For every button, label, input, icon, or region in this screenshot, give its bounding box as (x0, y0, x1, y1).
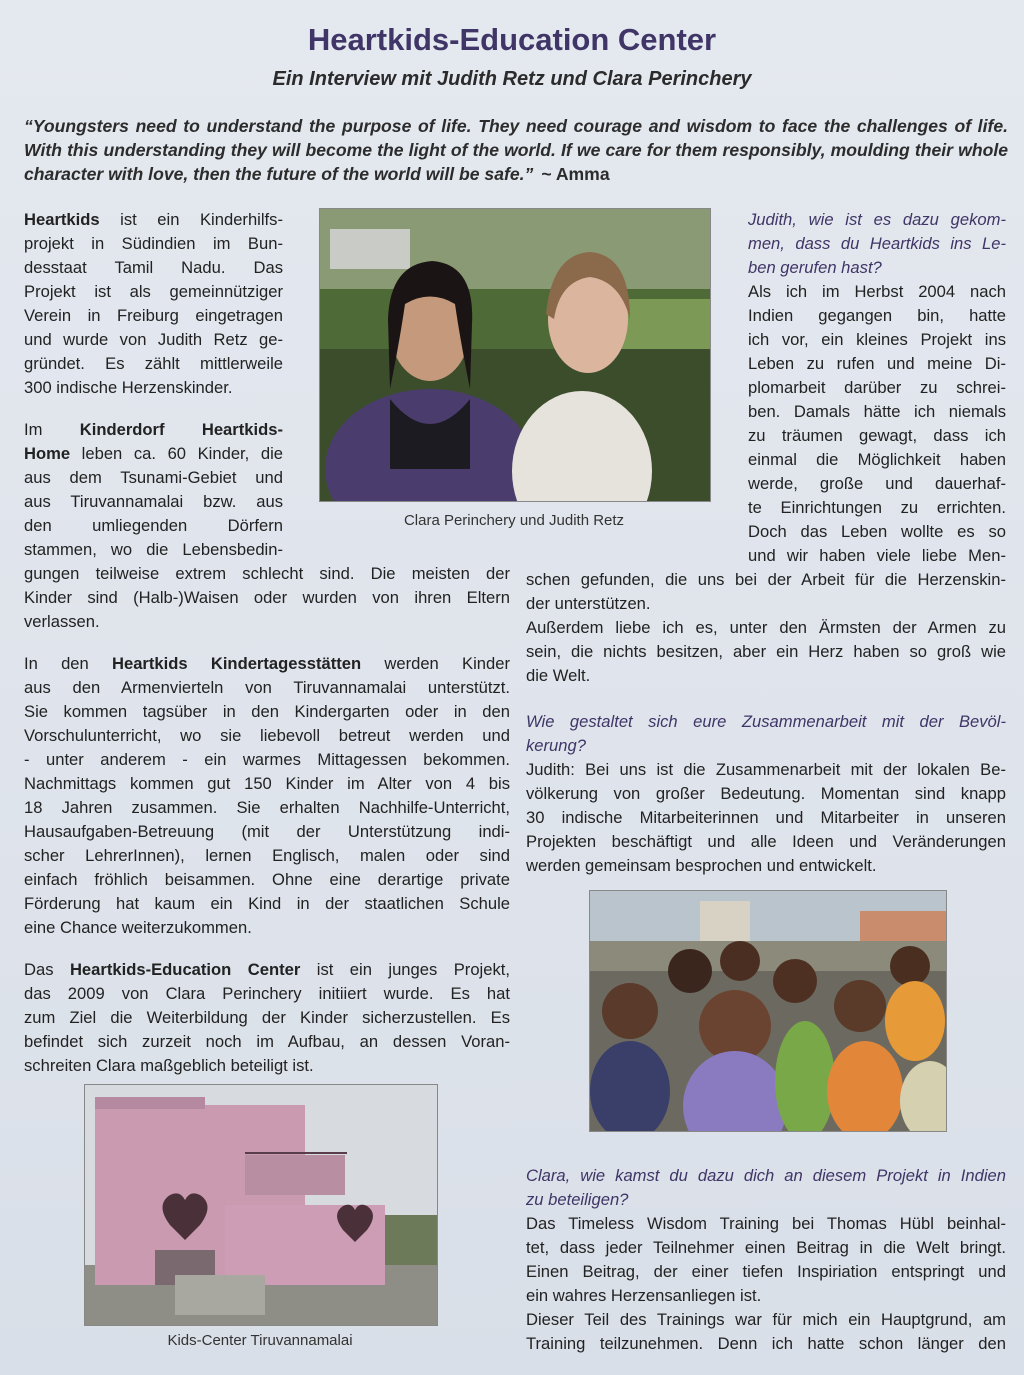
para3-line7: 18 Jahren zusammen. Sie erhalten Nachhilfe-Unterricht, (24, 798, 510, 817)
answer1-line12: und wir haben viele liebe Men- (748, 546, 1006, 565)
answer1-line8: einmal die Möglichkeit haben (748, 450, 1006, 469)
para3-line5: - unter anderem - ein warmes Mittagessen bekommen. (24, 750, 510, 769)
answer1-line15: Außerdem liebe ich es, unter den Ärmsten der Armen zu (526, 618, 1006, 637)
question2-line2: kerung? (526, 736, 586, 755)
para2-line6: stammen, wo die Lebensbedin- (24, 540, 283, 559)
photo-children (589, 890, 947, 1132)
para4-line4: befindet sich zurzeit noch im Aufbau, an dessen Voran- (24, 1032, 510, 1051)
para1-line7: gründet. Es zählt mittlerweile (24, 354, 283, 373)
answer1-line13: schen gefunden, die uns bei der Arbeit für die Herzenskin- (526, 570, 1006, 589)
para4-line3: zum Ziel die Weiterbildung der Kinder sicherzustellen. Es (24, 1008, 510, 1027)
answer3-line4: ein wahres Herzensanliegen ist. (526, 1286, 762, 1305)
question2-line1: Wie gestaltet sich eure Zusammenarbeit mit der Bevöl- (526, 712, 1006, 731)
para3-line11: Förderung hat kaum ein Kind in der staatlichen Schule (24, 894, 510, 913)
para1-line3: desstaat Tamil Nadu. Das (24, 258, 283, 277)
para2-line2: Home leben ca. 60 Kinder, die (24, 444, 283, 463)
page-subtitle: Ein Interview mit Judith Retz und Clara Perinchery (272, 68, 752, 90)
photo-clara-judith-image (320, 209, 710, 501)
answer1-line10: te Einrichtungen zu errichten. (748, 498, 1006, 517)
answer1-line3: ich vor, ein kleines Projekt ins (748, 330, 1006, 349)
answer1-line11: Doch das Leben wollte es so (748, 522, 1006, 541)
answer3-line2: tet, dass jeder Teilnehmer einen Beitrag in die Welt bringt. (526, 1238, 1006, 1257)
para3-line10: einfach fröhlich beisammen. Ohne eine derartige private (24, 870, 510, 889)
para1-line2: projekt in Südindien im Bun- (24, 234, 283, 253)
photo-kids-center (84, 1084, 438, 1326)
para1-line1: Heartkids ist ein Kinderhilfs- (24, 210, 283, 229)
answer1-line2: Indien gegangen bin, hatte (748, 306, 1006, 325)
para3-line8: Hausaufgaben-Betreuung (mit der Unterstützung indi- (24, 822, 510, 841)
answer1-line14: der unterstützen. (526, 594, 651, 613)
para3-line12: eine Chance weiterzukommen. (24, 918, 252, 937)
answer3-line3: Einen Beitrag, der einer tiefen Inspiriation entspringt und (526, 1262, 1006, 1281)
quote-text: “Youngsters need to understand the purpose of life. They need courage and wisdom to face the challenges of life. With this understanding they will become the light of the world. If we care for them responsibly, moulding their whole character with love, then the future of the world will be safe.” (24, 116, 1008, 184)
answer1-line16: sein, die nichts besitzen, aber ein Herz haben so groß wie (526, 642, 1006, 661)
answer3-line1: Das Timeless Wisdom Training bei Thomas Hübl beinhal- (526, 1214, 1006, 1233)
para4-line5: schreiten Clara maßgeblich beteiligt ist. (24, 1056, 314, 1075)
para3-line4: Vorschulunterricht, wo sie liebevoll betreut werden und (24, 726, 510, 745)
answer3-line6: Training teilzunehmen. Denn ich hatte schon länger den (526, 1334, 1006, 1353)
answer3-line5: Dieser Teil des Trainings war für mich ein Hauptgrund, am (526, 1310, 1006, 1329)
para2-line5: den umliegenden Dörfern (24, 516, 283, 535)
para1-line8: 300 indische Herzenskinder. (24, 378, 233, 397)
photo-caption-kids-center: Kids-Center Tiruvannamalai (167, 1332, 353, 1349)
page-title: Heartkids-Education Center (307, 22, 717, 57)
answer1-line6: ben. Damals hätte ich niemals (748, 402, 1006, 421)
answer1-line5: plomarbeit darüber zu schrei- (748, 378, 1006, 397)
para2-line4: aus Tiruvannamalai bzw. aus (24, 492, 283, 511)
question3-line1: Clara, wie kamst du dazu dich an diesem Projekt in Indien (526, 1166, 1006, 1185)
para3-line3: Sie kommen tagsüber in den Kindergarten oder in den (24, 702, 510, 721)
para2-line8: Kinder sind (Halb-)Waisen oder wurden von ihren Eltern (24, 588, 510, 607)
photo-clara-judith (319, 208, 711, 502)
photo-caption-clara-judith: Clara Perinchery und Judith Retz (403, 512, 625, 529)
answer2-line4: Projekten beschäftigt und alle Ideen und Veränderungen (526, 832, 1006, 851)
para2-line7: gungen teilweise extrem schlecht sind. Die meisten der (24, 564, 510, 583)
quote-author: ~ Amma (541, 164, 610, 184)
question1-line3: ben gerufen hast? (748, 258, 882, 277)
para1-line6: und wurde von Judith Retz ge- (24, 330, 283, 349)
answer1-line4: Leben zu rufen und meine Di- (748, 354, 1006, 373)
para1-line4: Projekt ist als gemeinnütziger (24, 282, 283, 301)
answer2-line1: Judith: Bei uns ist die Zusammenarbeit mit der lokalen Be- (526, 760, 1006, 779)
question3-line2: zu beteiligen? (526, 1190, 629, 1209)
para3-line1: In den Heartkids Kindertagesstätten werden Kinder (24, 654, 510, 673)
para1-line5: Verein in Freiburg eingetragen (24, 306, 283, 325)
answer2-line3: 30 indische Mitarbeiterinnen und Mitarbeiter in unseren (526, 808, 1006, 827)
answer1-line9: werde, große und dauerhaf- (748, 474, 1006, 493)
para3-line6: Nachmittags kommen gut 150 Kinder im Alter von 4 bis (24, 774, 510, 793)
photo-kids-center-image (85, 1085, 437, 1325)
para4-line2: das 2009 von Clara Perinchery initiiert wurde. Es hat (24, 984, 510, 1003)
amma-quote (24, 114, 1008, 186)
para3-line2: aus den Armenvierteln von Tiruvannamalai unterstützt. (24, 678, 510, 697)
para3-line9: scher LehrerInnen), lernen Englisch, malen oder sind (24, 846, 510, 865)
answer2-line5: werden gemeinsam besprochen und entwickelt. (526, 856, 877, 875)
answer1-line17: die Welt. (526, 666, 591, 685)
question1-line1: Judith, wie ist es dazu gekom- (748, 210, 1006, 229)
photo-children-image (590, 891, 946, 1131)
answer1-line1: Als ich im Herbst 2004 nach (748, 282, 1006, 301)
answer1-line7: zu träumen gewagt, dass ich (748, 426, 1006, 445)
question1-line2: men, dass du Heartkids ins Le- (748, 234, 1006, 253)
para2-line3: aus dem Tsunami-Gebiet und (24, 468, 283, 487)
para2-line9: verlassen. (24, 612, 100, 631)
para2-line1: Im Kinderdorf Heartkids- (24, 420, 283, 439)
answer2-line2: völkerung von großer Bedeutung. Momentan sind knapp (526, 784, 1006, 803)
para4-line1: Das Heartkids-Education Center ist ein junges Projekt, (24, 960, 510, 979)
